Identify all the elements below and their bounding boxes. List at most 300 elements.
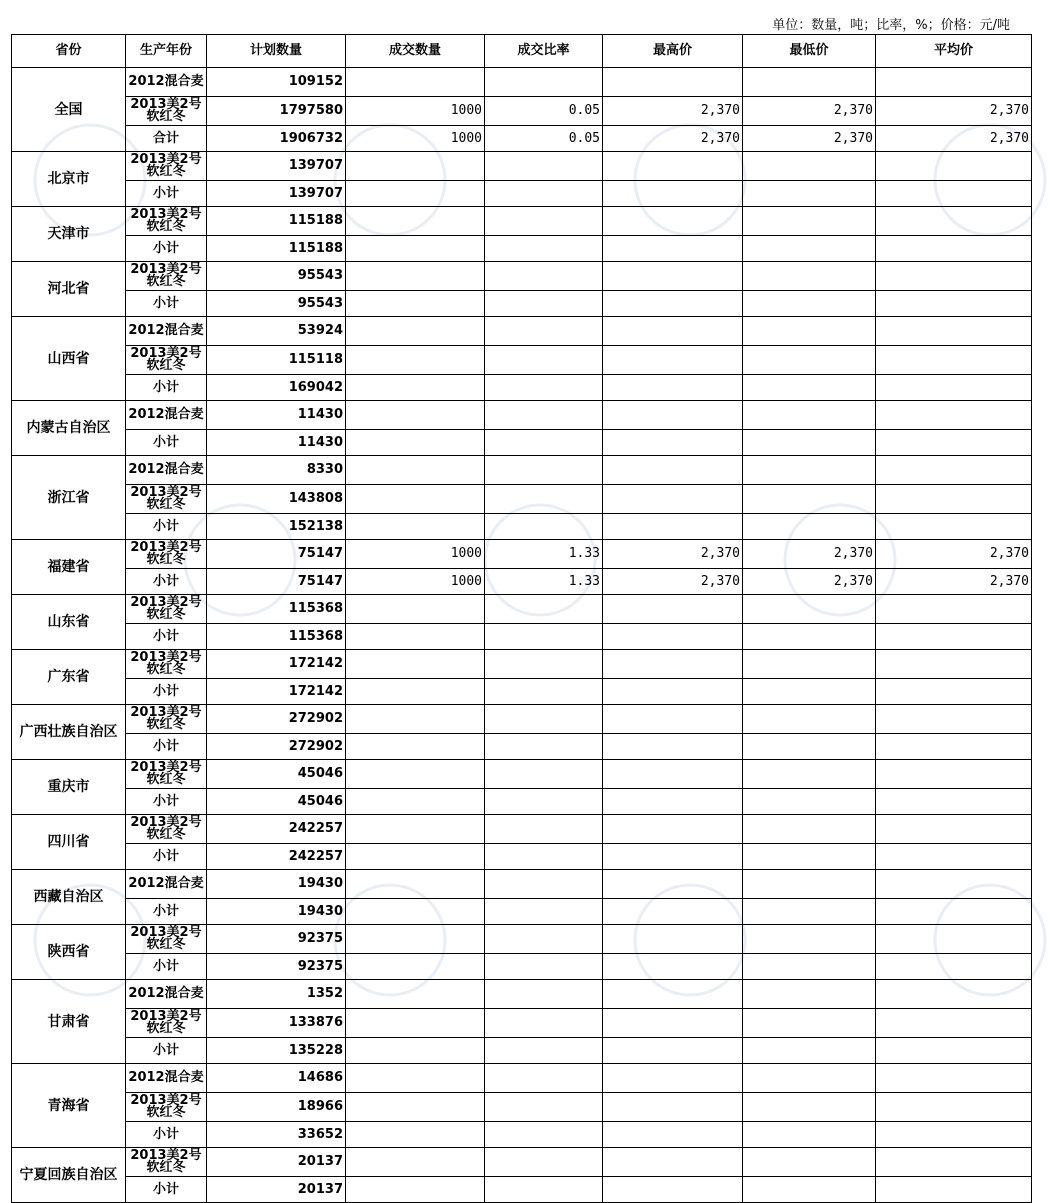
avg-price-cell xyxy=(876,734,1032,760)
low-price-cell xyxy=(743,456,876,485)
rate-cell xyxy=(485,430,603,456)
year-cell: 小计 xyxy=(126,430,207,456)
avg-price-cell xyxy=(876,485,1032,514)
low-price-cell xyxy=(743,1064,876,1093)
deal-cell xyxy=(346,624,485,650)
high-price-cell xyxy=(603,430,743,456)
avg-price-cell xyxy=(876,317,1032,346)
year-cell: 2013美2号软红冬 xyxy=(126,760,207,789)
year-cell: 2012混合麦 xyxy=(126,456,207,485)
high-price-cell: 2,370 xyxy=(603,97,743,126)
rate-cell xyxy=(485,1148,603,1177)
header-high: 最高价 xyxy=(603,35,743,68)
avg-price-cell xyxy=(876,291,1032,317)
year-cell: 2012混合麦 xyxy=(126,980,207,1009)
high-price-cell xyxy=(603,1148,743,1177)
plan-cell: 143808 xyxy=(207,485,346,514)
year-cell: 小计 xyxy=(126,789,207,815)
rate-cell xyxy=(485,236,603,262)
high-price-cell xyxy=(603,514,743,540)
plan-cell: 19430 xyxy=(207,870,346,899)
table-row xyxy=(12,317,1032,346)
plan-cell: 8330 xyxy=(207,456,346,485)
rate-cell xyxy=(485,1064,603,1093)
header-deal: 成交数量 xyxy=(346,35,485,68)
low-price-cell xyxy=(743,870,876,899)
header-plan: 计划数量 xyxy=(207,35,346,68)
avg-price-cell xyxy=(876,1122,1032,1148)
table-row xyxy=(12,760,1032,789)
province-cell: 山东省 xyxy=(12,595,126,650)
deal-cell xyxy=(346,207,485,236)
table-row xyxy=(12,624,1032,650)
plan-cell: 109152 xyxy=(207,68,346,97)
avg-price-cell xyxy=(876,650,1032,679)
table-row xyxy=(12,430,1032,456)
low-price-cell xyxy=(743,485,876,514)
year-cell: 2013美2号软红冬 xyxy=(126,1009,207,1038)
high-price-cell xyxy=(603,844,743,870)
avg-price-cell xyxy=(876,236,1032,262)
year-cell: 小计 xyxy=(126,954,207,980)
table-row xyxy=(12,514,1032,540)
plan-cell: 92375 xyxy=(207,954,346,980)
high-price-cell xyxy=(603,181,743,207)
plan-cell: 18966 xyxy=(207,1093,346,1122)
year-cell: 2013美2号软红冬 xyxy=(126,925,207,954)
year-cell: 2012混合麦 xyxy=(126,401,207,430)
table-row xyxy=(12,899,1032,925)
rate-cell xyxy=(485,291,603,317)
year-cell: 小计 xyxy=(126,899,207,925)
high-price-cell xyxy=(603,1038,743,1064)
table-row xyxy=(12,262,1032,291)
year-cell: 2013美2号软红冬 xyxy=(126,540,207,569)
avg-price-cell: 2,370 xyxy=(876,126,1032,152)
deal-cell xyxy=(346,236,485,262)
high-price-cell xyxy=(603,595,743,624)
province-cell: 宁夏回族自治区 xyxy=(12,1148,126,1203)
year-cell: 2013美2号软红冬 xyxy=(126,97,207,126)
trade-results-table xyxy=(11,34,1032,1203)
low-price-cell xyxy=(743,1038,876,1064)
plan-cell: 272902 xyxy=(207,734,346,760)
table-body xyxy=(12,68,1032,1203)
high-price-cell xyxy=(603,401,743,430)
plan-cell: 20137 xyxy=(207,1148,346,1177)
deal-cell xyxy=(346,430,485,456)
province-cell: 浙江省 xyxy=(12,456,126,540)
deal-cell xyxy=(346,1148,485,1177)
avg-price-cell xyxy=(876,1038,1032,1064)
table-row xyxy=(12,1093,1032,1122)
plan-cell: 242257 xyxy=(207,815,346,844)
avg-price-cell xyxy=(876,456,1032,485)
table-row xyxy=(12,68,1032,97)
high-price-cell xyxy=(603,789,743,815)
deal-cell xyxy=(346,760,485,789)
deal-cell xyxy=(346,1177,485,1203)
province-cell: 内蒙古自治区 xyxy=(12,401,126,456)
deal-cell xyxy=(346,789,485,815)
deal-cell xyxy=(346,1038,485,1064)
year-cell: 合计 xyxy=(126,126,207,152)
table-row xyxy=(12,126,1032,152)
deal-cell xyxy=(346,485,485,514)
deal-cell: 1000 xyxy=(346,540,485,569)
year-cell: 2013美2号软红冬 xyxy=(126,485,207,514)
table-row xyxy=(12,1038,1032,1064)
table-row xyxy=(12,925,1032,954)
plan-cell: 152138 xyxy=(207,514,346,540)
rate-cell: 1.33 xyxy=(485,540,603,569)
year-cell: 2013美2号软红冬 xyxy=(126,650,207,679)
avg-price-cell: 2,370 xyxy=(876,569,1032,595)
year-cell: 小计 xyxy=(126,624,207,650)
year-cell: 2013美2号软红冬 xyxy=(126,346,207,375)
high-price-cell xyxy=(603,954,743,980)
table-row xyxy=(12,705,1032,734)
high-price-cell xyxy=(603,1009,743,1038)
rate-cell xyxy=(485,760,603,789)
table-row xyxy=(12,1064,1032,1093)
plan-cell: 139707 xyxy=(207,181,346,207)
deal-cell xyxy=(346,844,485,870)
plan-cell: 242257 xyxy=(207,844,346,870)
rate-cell xyxy=(485,980,603,1009)
year-cell: 小计 xyxy=(126,1038,207,1064)
plan-cell: 1352 xyxy=(207,980,346,1009)
province-cell: 青海省 xyxy=(12,1064,126,1148)
low-price-cell xyxy=(743,207,876,236)
table-row xyxy=(12,870,1032,899)
header-province: 省份 xyxy=(12,35,126,68)
deal-cell xyxy=(346,1064,485,1093)
province-cell: 西藏自治区 xyxy=(12,870,126,925)
rate-cell xyxy=(485,650,603,679)
low-price-cell xyxy=(743,430,876,456)
province-cell: 山西省 xyxy=(12,317,126,401)
year-cell: 小计 xyxy=(126,844,207,870)
year-cell: 小计 xyxy=(126,734,207,760)
table-row xyxy=(12,679,1032,705)
avg-price-cell xyxy=(876,262,1032,291)
plan-cell: 45046 xyxy=(207,789,346,815)
rate-cell xyxy=(485,1093,603,1122)
low-price-cell xyxy=(743,1148,876,1177)
avg-price-cell xyxy=(876,899,1032,925)
low-price-cell xyxy=(743,624,876,650)
province-cell: 广东省 xyxy=(12,650,126,705)
low-price-cell xyxy=(743,1122,876,1148)
table-row xyxy=(12,1148,1032,1177)
rate-cell xyxy=(485,1038,603,1064)
year-cell: 小计 xyxy=(126,514,207,540)
year-cell: 小计 xyxy=(126,291,207,317)
high-price-cell xyxy=(603,1093,743,1122)
year-cell: 小计 xyxy=(126,1122,207,1148)
year-cell: 小计 xyxy=(126,375,207,401)
deal-cell xyxy=(346,456,485,485)
year-cell: 2013美2号软红冬 xyxy=(126,815,207,844)
rate-cell xyxy=(485,624,603,650)
rate-cell xyxy=(485,899,603,925)
avg-price-cell xyxy=(876,870,1032,899)
avg-price-cell xyxy=(876,514,1032,540)
table-row xyxy=(12,1122,1032,1148)
high-price-cell xyxy=(603,207,743,236)
deal-cell xyxy=(346,152,485,181)
province-cell: 河北省 xyxy=(12,262,126,317)
deal-cell xyxy=(346,291,485,317)
table-row xyxy=(12,207,1032,236)
high-price-cell xyxy=(603,1122,743,1148)
rate-cell: 0.05 xyxy=(485,126,603,152)
plan-cell: 1797580 xyxy=(207,97,346,126)
table-row xyxy=(12,595,1032,624)
plan-cell: 172142 xyxy=(207,679,346,705)
low-price-cell xyxy=(743,980,876,1009)
high-price-cell: 2,370 xyxy=(603,540,743,569)
plan-cell: 172142 xyxy=(207,650,346,679)
year-cell: 2012混合麦 xyxy=(126,317,207,346)
high-price-cell xyxy=(603,870,743,899)
table-row xyxy=(12,569,1032,595)
deal-cell xyxy=(346,68,485,97)
high-price-cell xyxy=(603,760,743,789)
low-price-cell xyxy=(743,705,876,734)
deal-cell xyxy=(346,595,485,624)
province-cell: 广西壮族自治区 xyxy=(12,705,126,760)
avg-price-cell xyxy=(876,925,1032,954)
province-cell: 北京市 xyxy=(12,152,126,207)
deal-cell xyxy=(346,899,485,925)
rate-cell xyxy=(485,844,603,870)
plan-cell: 11430 xyxy=(207,401,346,430)
deal-cell xyxy=(346,1009,485,1038)
deal-cell xyxy=(346,954,485,980)
rate-cell xyxy=(485,954,603,980)
low-price-cell xyxy=(743,317,876,346)
avg-price-cell xyxy=(876,595,1032,624)
rate-cell xyxy=(485,401,603,430)
table-row xyxy=(12,346,1032,375)
table-row xyxy=(12,291,1032,317)
high-price-cell xyxy=(603,291,743,317)
table-row xyxy=(12,844,1032,870)
avg-price-cell xyxy=(876,1093,1032,1122)
low-price-cell xyxy=(743,650,876,679)
avg-price-cell: 2,370 xyxy=(876,97,1032,126)
year-cell: 小计 xyxy=(126,1177,207,1203)
avg-price-cell xyxy=(876,68,1032,97)
low-price-cell xyxy=(743,236,876,262)
high-price-cell xyxy=(603,262,743,291)
header-low: 最低价 xyxy=(743,35,876,68)
rate-cell xyxy=(485,789,603,815)
rate-cell xyxy=(485,152,603,181)
rate-cell xyxy=(485,1009,603,1038)
avg-price-cell xyxy=(876,1177,1032,1203)
plan-cell: 75147 xyxy=(207,569,346,595)
high-price-cell xyxy=(603,925,743,954)
year-cell: 2013美2号软红冬 xyxy=(126,1093,207,1122)
avg-price-cell xyxy=(876,401,1032,430)
plan-cell: 115188 xyxy=(207,207,346,236)
low-price-cell xyxy=(743,595,876,624)
low-price-cell xyxy=(743,899,876,925)
deal-cell xyxy=(346,650,485,679)
low-price-cell xyxy=(743,68,876,97)
plan-cell: 33652 xyxy=(207,1122,346,1148)
plan-cell: 115368 xyxy=(207,624,346,650)
deal-cell: 1000 xyxy=(346,97,485,126)
low-price-cell xyxy=(743,760,876,789)
plan-cell: 169042 xyxy=(207,375,346,401)
plan-cell: 19430 xyxy=(207,899,346,925)
year-cell: 2013美2号软红冬 xyxy=(126,705,207,734)
year-cell: 2013美2号软红冬 xyxy=(126,207,207,236)
province-cell: 甘肃省 xyxy=(12,980,126,1064)
rate-cell xyxy=(485,262,603,291)
plan-cell: 14686 xyxy=(207,1064,346,1093)
table-row xyxy=(12,980,1032,1009)
avg-price-cell xyxy=(876,1064,1032,1093)
high-price-cell xyxy=(603,980,743,1009)
low-price-cell xyxy=(743,375,876,401)
low-price-cell xyxy=(743,679,876,705)
avg-price-cell xyxy=(876,789,1032,815)
deal-cell xyxy=(346,815,485,844)
year-cell: 小计 xyxy=(126,236,207,262)
table-row xyxy=(12,97,1032,126)
low-price-cell xyxy=(743,346,876,375)
plan-cell: 45046 xyxy=(207,760,346,789)
rate-cell xyxy=(485,317,603,346)
deal-cell xyxy=(346,317,485,346)
rate-cell xyxy=(485,1177,603,1203)
deal-cell: 1000 xyxy=(346,126,485,152)
deal-cell xyxy=(346,870,485,899)
year-cell: 2013美2号软红冬 xyxy=(126,595,207,624)
avg-price-cell xyxy=(876,375,1032,401)
table-row xyxy=(12,734,1032,760)
table-row xyxy=(12,152,1032,181)
rate-cell xyxy=(485,734,603,760)
plan-cell: 272902 xyxy=(207,705,346,734)
province-cell: 重庆市 xyxy=(12,760,126,815)
rate-cell xyxy=(485,870,603,899)
unit-note: 单位：数量，吨；比率，%；价格：元/吨 xyxy=(772,18,1010,33)
high-price-cell xyxy=(603,236,743,262)
plan-cell: 115188 xyxy=(207,236,346,262)
avg-price-cell: 2,370 xyxy=(876,540,1032,569)
rate-cell xyxy=(485,346,603,375)
low-price-cell xyxy=(743,514,876,540)
table-row xyxy=(12,401,1032,430)
plan-cell: 95543 xyxy=(207,291,346,317)
deal-cell xyxy=(346,734,485,760)
low-price-cell xyxy=(743,291,876,317)
rate-cell xyxy=(485,375,603,401)
high-price-cell xyxy=(603,815,743,844)
avg-price-cell xyxy=(876,760,1032,789)
high-price-cell xyxy=(603,485,743,514)
high-price-cell xyxy=(603,679,743,705)
plan-cell: 75147 xyxy=(207,540,346,569)
plan-cell: 115118 xyxy=(207,346,346,375)
plan-cell: 20137 xyxy=(207,1177,346,1203)
table-row xyxy=(12,650,1032,679)
province-cell: 天津市 xyxy=(12,207,126,262)
year-cell: 小计 xyxy=(126,181,207,207)
avg-price-cell xyxy=(876,624,1032,650)
high-price-cell xyxy=(603,346,743,375)
header-avg: 平均价 xyxy=(876,35,1032,68)
low-price-cell xyxy=(743,1009,876,1038)
year-cell: 2013美2号软红冬 xyxy=(126,262,207,291)
table-row xyxy=(12,485,1032,514)
rate-cell: 1.33 xyxy=(485,569,603,595)
low-price-cell xyxy=(743,181,876,207)
deal-cell xyxy=(346,1122,485,1148)
rate-cell xyxy=(485,207,603,236)
table-row xyxy=(12,181,1032,207)
high-price-cell xyxy=(603,317,743,346)
plan-cell: 92375 xyxy=(207,925,346,954)
rate-cell xyxy=(485,815,603,844)
deal-cell xyxy=(346,514,485,540)
year-cell: 2013美2号软红冬 xyxy=(126,1148,207,1177)
deal-cell xyxy=(346,262,485,291)
rate-cell xyxy=(485,595,603,624)
rate-cell xyxy=(485,705,603,734)
rate-cell xyxy=(485,456,603,485)
avg-price-cell xyxy=(876,679,1032,705)
deal-cell: 1000 xyxy=(346,569,485,595)
avg-price-cell xyxy=(876,152,1032,181)
rate-cell xyxy=(485,514,603,540)
rate-cell xyxy=(485,485,603,514)
high-price-cell xyxy=(603,734,743,760)
low-price-cell: 2,370 xyxy=(743,540,876,569)
year-cell: 2013美2号软红冬 xyxy=(126,152,207,181)
header-year: 生产年份 xyxy=(126,35,207,68)
deal-cell xyxy=(346,401,485,430)
low-price-cell xyxy=(743,954,876,980)
low-price-cell xyxy=(743,1093,876,1122)
deal-cell xyxy=(346,375,485,401)
header-row xyxy=(12,35,1032,68)
low-price-cell xyxy=(743,789,876,815)
high-price-cell: 2,370 xyxy=(603,569,743,595)
table-row xyxy=(12,954,1032,980)
high-price-cell xyxy=(603,68,743,97)
table-row xyxy=(12,789,1032,815)
low-price-cell xyxy=(743,815,876,844)
low-price-cell xyxy=(743,262,876,291)
province-cell: 福建省 xyxy=(12,540,126,595)
avg-price-cell xyxy=(876,844,1032,870)
rate-cell xyxy=(485,181,603,207)
avg-price-cell xyxy=(876,1148,1032,1177)
low-price-cell xyxy=(743,844,876,870)
rate-cell xyxy=(485,1122,603,1148)
low-price-cell: 2,370 xyxy=(743,569,876,595)
high-price-cell xyxy=(603,899,743,925)
deal-cell xyxy=(346,679,485,705)
year-cell: 小计 xyxy=(126,679,207,705)
